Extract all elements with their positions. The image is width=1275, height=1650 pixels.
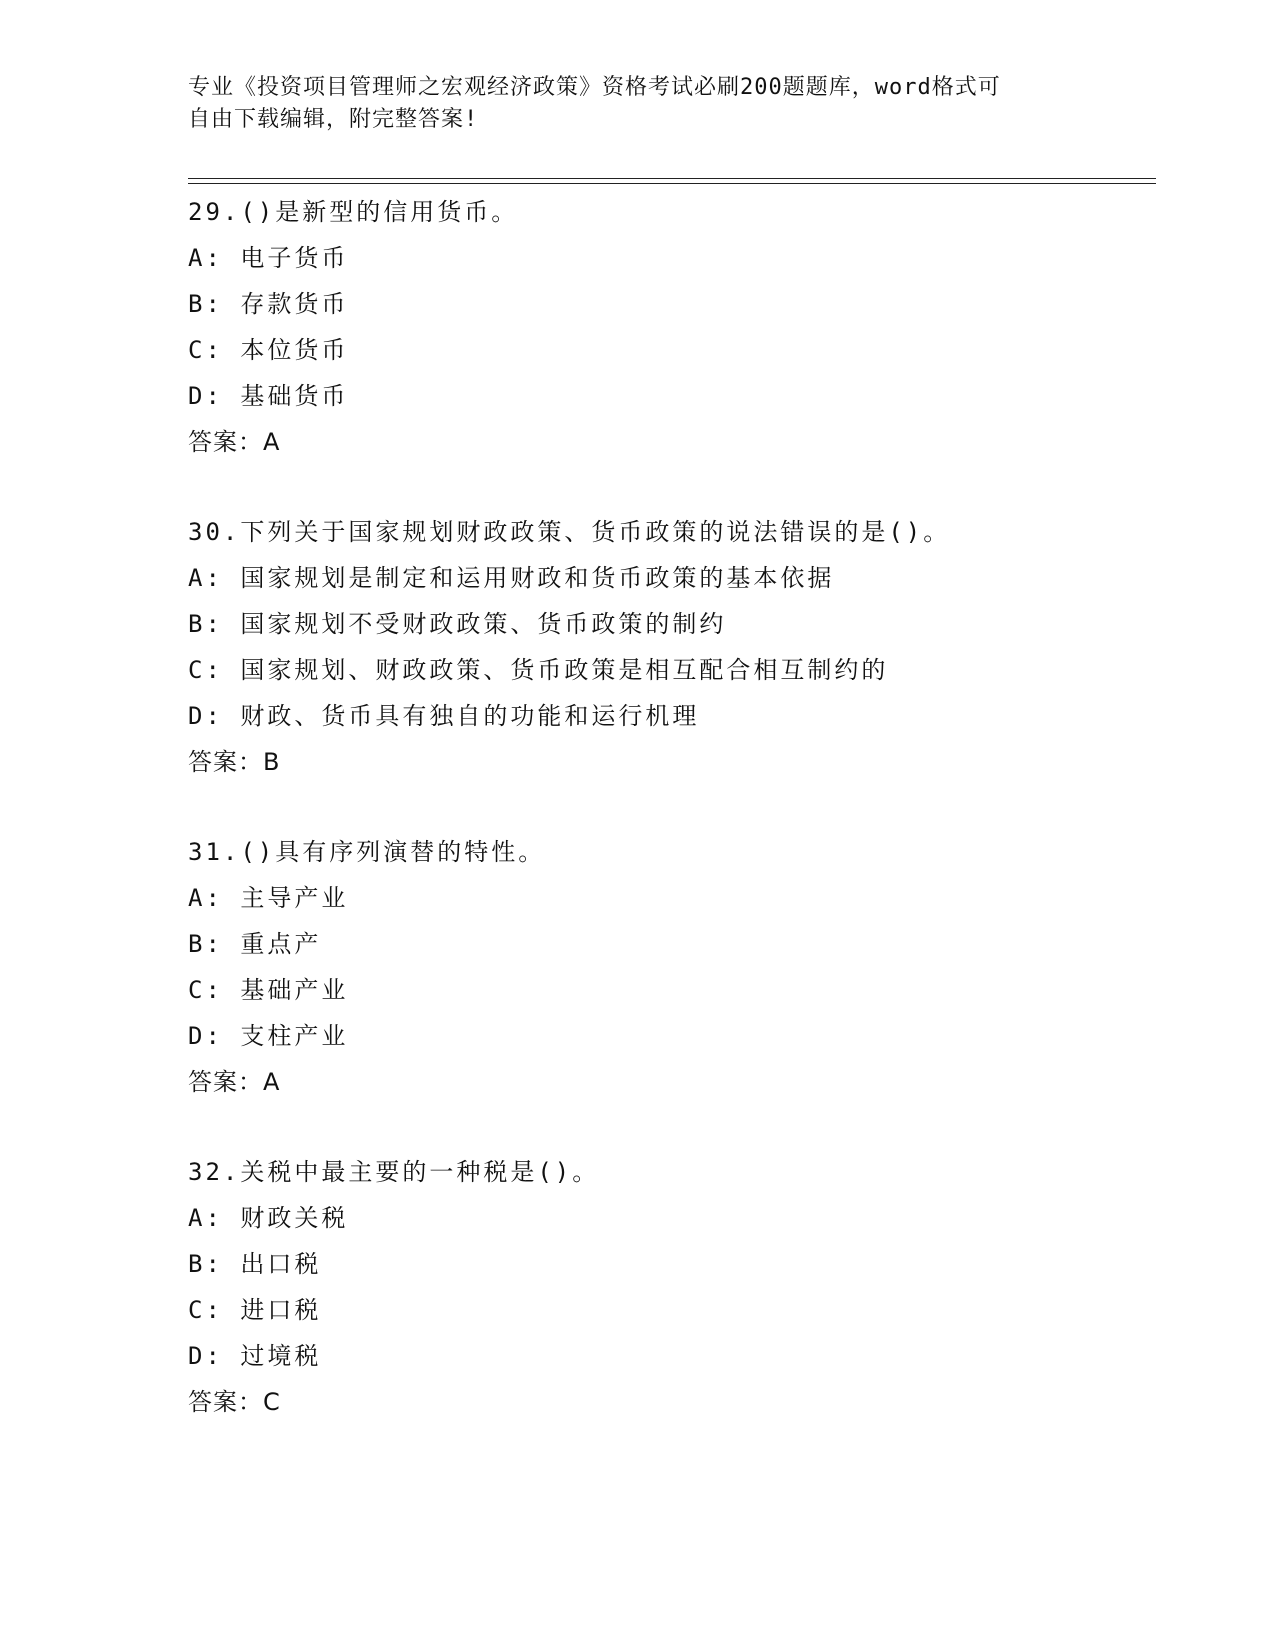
- option-a: A: 电子货币: [188, 244, 349, 272]
- option-d: D: 支柱产业: [188, 1022, 349, 1050]
- option-b: B: 重点产: [188, 930, 322, 958]
- document-header: [188, 72, 1088, 136]
- header-divider-bottom: [188, 183, 1156, 184]
- answer-line: 答案：B: [188, 748, 281, 776]
- question-stem: 32.关税中最主要的一种税是()。: [188, 1158, 600, 1186]
- question-31: [188, 829, 1148, 1105]
- option-b: B: 国家规划不受财政政策、货币政策的制约: [188, 610, 727, 638]
- option-d: D: 财政、货币具有独自的功能和运行机理: [188, 702, 700, 730]
- question-stem: 30.下列关于国家规划财政政策、货币政策的说法错误的是()。: [188, 518, 951, 546]
- option-b: B: 存款货币: [188, 290, 349, 318]
- question-stem: 29.()是新型的信用货币。: [188, 198, 519, 226]
- option-c: C: 本位货币: [188, 336, 349, 364]
- option-d: D: 基础货币: [188, 382, 349, 410]
- question-stem: 31.()具有序列演替的特性。: [188, 838, 546, 866]
- option-a: A: 财政关税: [188, 1204, 349, 1232]
- question-32: [188, 1149, 1148, 1425]
- question-30: [188, 509, 1148, 785]
- header-line-2: 自由下载编辑，附完整答案!: [188, 107, 479, 132]
- option-d: D: 过境税: [188, 1342, 322, 1370]
- header-line-1: 专业《投资项目管理师之宏观经济政策》资格考试必刷200题题库，word格式可: [188, 75, 1001, 100]
- answer-line: 答案：A: [188, 1068, 281, 1096]
- option-b: B: 出口税: [188, 1250, 322, 1278]
- answer-line: 答案：A: [188, 428, 281, 456]
- option-c: C: 国家规划、财政政策、货币政策是相互配合相互制约的: [188, 656, 889, 684]
- header-divider-top: [188, 178, 1156, 179]
- option-c: C: 基础产业: [188, 976, 349, 1004]
- answer-line: 答案：C: [188, 1388, 281, 1416]
- option-a: A: 主导产业: [188, 884, 349, 912]
- option-a: A: 国家规划是制定和运用财政和货币政策的基本依据: [188, 564, 835, 592]
- option-c: C: 进口税: [188, 1296, 322, 1324]
- question-29: [188, 189, 1148, 465]
